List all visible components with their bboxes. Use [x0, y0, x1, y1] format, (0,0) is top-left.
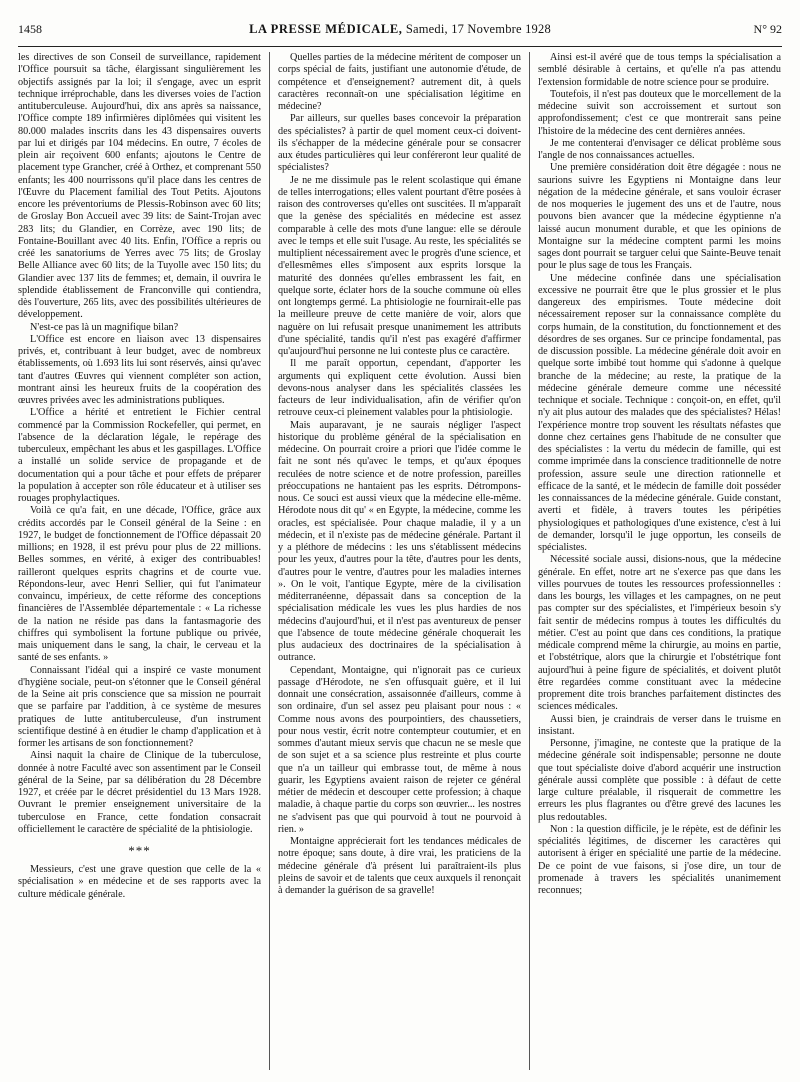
paragraph: Aussi bien, je craindrais de verser dans le truisme en insistant. — [538, 713, 781, 737]
paragraph: Toutefois, il n'est pas douteux que le morcellement de la médecine suivit son accroissement et surtout son approfondissement; c'est ce que montrerait sans peine l'histoire de la médecine des cent dernières années. — [538, 88, 781, 137]
column-divider — [529, 52, 530, 1070]
paragraph: les directives de son Conseil de surveillance, rapidement l'Office poursuit sa tâche, élargissant singulièrement les objectifs assignés par la loi; il s'engage, avec un esprit technique irréprochable, dans les diverses voies de l'action antituberculeuse. Aujourd'hui, dix ans après sa naissance, l'Office compte 189 infirmières diplômées qui visitent les 80.000 malades inscrits dans les 43 dispensaires ouverts par lui et dirigés par 104 médecins. En outre, 7 écoles de plein air reçoivent 600 enfants; ajoutons le Centre de placement type Grancher, créé à Orthez, et comprenant 550 enfants; les 400 nourrissons qu'il place dans les centres de l'Œuvre du Placement familial des Tout Petits. Ajoutons encore les préventoriums de Plessis-Robinson avec 60 lits; de Groslay Bon Accueil avec 39 lits: de Saint-Trojan avec 283 lits; du Glandier, en Corrèze, avec 190 lits; de Fontaine-Bouillant avec 40 lits. Enfin, l'Office a repris ou créé les sanatoriums de Yerres avec 75 lits; de Groslay Belle Alliance avec 60 lits; de la Tuyolle avec 150 lits; du Glandier avec 137 lits de femmes; et, demain, il ouvrira le splendide établissement de Franconville qui contiendra, dès l'ouverture, 265 lits, avec des possibilités ultérieures de développement. — [18, 52, 261, 321]
paragraph: Ainsi naquit la chaire de Clinique de la tuberculose, donnée à notre Faculté avec son assentiment par le Conseil général de la Seine, par sa délibération du 28 Décembre 1927, et créée par le décret présidentiel du 13 Mars 1928. Ouvrant le premier enseignement universitaire de la tuberculose en France, cette fondation consacrait officiellement le caractère de spécialité de la phtisiologie. — [18, 750, 261, 835]
header-rule — [18, 46, 782, 47]
paragraph: Une médecine confinée dans une spécialisation excessive ne pourrait être que le plus grossier et le plus dangereux des empirismes. Toute médecine doit nécessairement reposer sur la connaissance complète du corps humain, de la constitution, du fonctionnement et des désordres de ses organes. Sur ce principe fondamental, pas de discussion possible. La médecine générale doit avoir en quelque sorte imbibé tout homme qui s'adonne à quelque branche de la médecine; au reste, la pratique de la médecine générale demeure comme une nécessité technique et sociale. Technique : conçoit-on, en effet, qu'il n'y ait plus autour des malades que des spécialistes? Hélas! l'expérience montre trop souvent les résultats néfastes que donne chez certaines gens l'habitude de ne consulter que des spécialistes : la vertu du médecin de famille, qui est comme imprimée dans la conscience traditionnelle de notre profession, assure seule une direction rationnelle et efficace de la santé, et le médecin de famille doit posséder les connaissances de la médecine générale. Guide constant, averti et fidèle, à travers toutes les péripéties physiologiques et pathologiques d'une existence, c'est à lui de demander, lorsqu'il le juge opportun, les conseils de spécialistes. — [538, 272, 781, 553]
paragraph: Par ailleurs, sur quelles bases concevoir la préparation des spécialistes? à partir de quel moment ceux-ci doivent-ils s'échapper de la médecine générale pour se consacrer aux études particulières qui leur conféreront leur qualité de spécialistes? — [278, 113, 521, 174]
page-header — [18, 22, 782, 44]
column-3 — [538, 52, 781, 1074]
paragraph: Cependant, Montaigne, qui n'ignorait pas ce curieux passage d'Hérodote, ne s'en offusquait guère, et il lui donnait une consécration, assaisonnée d'ailleurs, comme à son ordinaire, d'un sel assez peu plaisant pour nous : « Comme nous avons des pourpointiers, des chaussetiers, pour nous vestir, écrit notre contempteur coutumier, et en sommes d'autant mieux servis que chacun ne se mesle que de son sujet et a sa science plus restreinte et plus courte que n'a un tailleur qui embrasse tout, de même à nous guarir, les Egyptiens avaient raison de rejeter ce général métier de médecin et descouper cette profession; à chaque maladie, à chaque partie du corps son œuvrier... les nostres ne s'advisent pas que qui pourvoid à tout ne pourvoid à rien. » — [278, 664, 521, 835]
running-title — [18, 22, 782, 37]
paragraph: Il me paraît opportun, cependant, d'apporter les arguments qui expliquent cette évolution. Aussi bien devons-nous analyser dans les spécialités classées les facteurs de leur individualisation, afin de vérifier qu'on retrouve ceux-ci pleinement valables pour la phtisiologie. — [278, 358, 521, 419]
paragraph: Personne, j'imagine, ne conteste que la pratique de la médecine générale soit indispensable; personne ne doute que tout spécialiste doive d'abord acquérir une instruction générale aussi complète que possible : à défaut de cette large culture préalable, il risquerait de commettre les erreurs les plus flagrantes ou d'être grevé des lacunes les plus redoutables. — [538, 738, 781, 823]
paragraph: Voilà ce qu'a fait, en une décade, l'Office, grâce aux crédits accordés par le Conseil général de la Seine : en 1927, le budget de fonctionnement de l'Office dépassait 20 millions; en 1928, il est prévu pour plus de 22 millions. Belles sommes, en vérité, à exiger des contribuables! railleront quelques esprits chagrins et de courte vue. Répondons-leur, avec Henri Sellier, qui fut l'animateur convaincu, impérieux, de cette réforme des conceptions financières de l'Assemblée départementale : « La richesse de la nation ne réside pas dans la fantasmagorie des chiffres qui symbolisent la fortune publique ou privée, mais uniquement dans le sang, la chair, le cerveau et la santé de ses enfants. » — [18, 505, 261, 664]
section-separator: *** — [128, 843, 151, 858]
paragraph: Je ne me dissimule pas le relent scolastique qui émane de telles interrogations; elles valent pourtant d'être posées à raison des controverses qu'elles ont suscitées. Il m'apparaît que la genèse des spécialités en médecine est assez comparable à celle des mots d'une langue: elle se déroule avec le temps et elle suit l'usage. Au reste, les spécialités se multiplient nécessairement avec le progrès d'une science, et d'ellesmêmes elles s'imposent aux esprits lorsque la maturité des données qu'elles embrassent les fait, en quelque sorte, éclater hors de la souche commune où elles ont longtemps germé. La phtisiologie ne fournirait-elle pas la meilleure preuve de cette manière de voir, alors que naguère on lui refusait presque unanimement les attributs d'une spécialité, tandis qu'il n'est pas exagéré d'affirmer qu'aujourd'hui personne ne lui conteste plus ce caractère. — [278, 174, 521, 357]
column-2 — [278, 52, 521, 1074]
paragraph: N'est-ce pas là un magnifique bilan? — [30, 321, 179, 333]
paragraph: Je me contenterai d'envisager ce délicat problème sous l'angle de nos connaissances actuelles. — [538, 137, 781, 161]
paragraph: Quelles parties de la médecine méritent de composer un corps spécial de faits, justifiant une autonomie d'étude, de compétence et d'enseignement? autrement dit, à quels caractères reconnaît-on une spécialisation légitime en médecine? — [278, 52, 521, 112]
page-number: 1458 — [18, 22, 42, 36]
paragraph: Messieurs, c'est une grave question que celle de la « spécialisation » en médecine et de ses rapports avec la culture médicale générale. — [18, 864, 261, 900]
issue-date: Samedi, 17 Novembre 1928 — [405, 22, 551, 36]
column-1 — [18, 52, 261, 1074]
paragraph: Ainsi est-il avéré que de tous temps la spécialisation a semblé désirable à certains, et qu'elle n'a pas attendu l'extension formidable de notre science pour se produire. — [538, 52, 781, 88]
paragraph: Montaigne apprécierait fort les tendances médicales de notre époque; sans doute, à dire vrai, les praticiens de la médecine générale d'à présent lui paraîtraient-ils plus pleins de savoir et de talents que ceux auxquels il renonçait à demander la guérison de sa gravelle! — [278, 836, 521, 896]
paragraph: L'Office est encore en liaison avec 13 dispensaires privés, et, contribuant à leur budget, avec de nombreux établissements, où 1.693 lits lui sont réservés, ainsi qu'avec tant d'autres Œuvres qui viennent compléter son action, montrant ainsi les heureux fruits de la coopération des œuvres privées avec les administrations publiques. — [18, 333, 261, 406]
paragraph: Connaissant l'idéal qui a inspiré ce vaste monument d'hygiène sociale, peut-on s'étonner que le Conseil général de la Seine ait pris conscience que sa mission ne pourrait que se parfaire par l'addition, à ce système de mesures pratiques de lutte antituberculeuse, d'un instrument scientifique destiné à en étudier le champ d'application et à former les artisans de son fonctionnement? — [18, 664, 261, 749]
paragraph: Une première considération doit être dégagée : nous ne saurions suivre les Egyptiens ni Montaigne dans leur négation de la médecine générale, et sans vouloir écraser de nos moqueries le jugement des uns et de l'autre, nous pouvons bien avancer que la médecine égyptienne n'a laissé aucun monument durable, et que les opinions de Montaigne sur la médecine comptent parmi les moins sages dont pourrait se targuer celui que Sainte-Beuve tenait pour le plus sage de tous les Français. — [538, 162, 781, 272]
paragraph: L'Office a hérité et entretient le Fichier central commencé par la Commission Rockefeller, qui permet, en l'absence de la déclaration légale, le repérage des tuberculeux, empêchant les abus et les gaspillages. L'Office a installé un solide service de propagande et de documentation qui a pour tâche et pour effets de préparer la population à accepter son rôle éducateur et à utiliser ses rouages prophylactiques. — [18, 407, 261, 504]
column-divider — [269, 52, 270, 1070]
paragraph: Nécessité sociale aussi, disions-nous, que la médecine générale. En effet, notre art ne s'exerce pas que dans les villes pourvues de toutes les ressources professionnelles : dans les bourgs, les villages et les campagnes, on ne peut pas compter sur des spécialistes, et l'impérieux besoin s'y fait sentir de médecins rompus à toutes les difficultés du métier. C'est au point que dans ces conditions, la pratique médicale comprend même la chirurgie, au moins en partie, et l'obstétrique, alors que la chirurgie et l'obstétrique font aujourd'hui à peine figure de spécialités, et doivent plutôt être regardées comme constituant avec la médecine proprement dite trois branches parfaitement distinctes des sciences médicales. — [538, 554, 781, 713]
issue-number: N° 92 — [753, 22, 782, 36]
journal-name: LA PRESSE MÉDICALE, — [249, 22, 403, 36]
paragraph: Mais auparavant, je ne saurais négliger l'aspect historique du problème général de la spécialisation en médecine. On pourrait croire a priori que l'idée comme le fait ne sont nés qu'avec le temps, et qu'aux époques reculées de notre science et de notre profession, pareilles préoccupations ne hantaient pas les esprits. Détrompons-nous. Ce souci est aussi vieux que la médecine elle-même. Hérodote nous dit qu' « en Egypte, la médecine, comme les oracles, est spécialisée. Pour chaque maladie, il y a un médecin, et il n'existe pas de médecine générale. Partant il y a pléthore de médecins : les uns s'établissent médecins pour les yeux, d'autres pour la tête, d'autres pour les dents, d'autres pour le ventre, d'autres pour les maladies internes ». On le voit, l'antique Egypte, mère de la civilisation méditerranéenne, dépassait dans sa conception de la spécialisation médicale les vues les plus hardies de nos médecins d'aujourd'hui, et il n'est pas aventureux de penser que l'absence de toute médecine générale choquerait les plus audacieux des doctrinaires de la spécialisation à outrance. — [278, 419, 521, 664]
paragraph: Non : la question difficile, je le répète, est de définir les spécialités légitimes, de discerner les caractères qui autorisent à ériger en spécialité une partie de la médecine. De ce point de vue faisons, si j'ose dire, un tour de promenade à travers les spécialités unanimement reconnues; — [538, 823, 781, 896]
